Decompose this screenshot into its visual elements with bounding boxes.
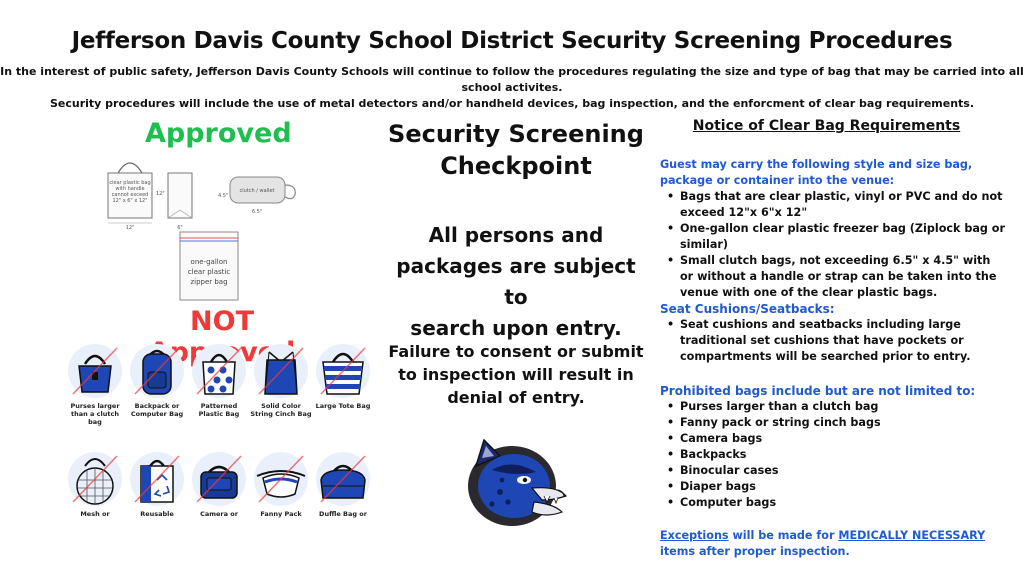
allowed-item: • Bags that are clear plastic, vinyl or PVC and do not exceed 12"x 6"x 12" [660, 189, 1005, 221]
tote-label: Large Tote Bag [315, 402, 371, 410]
prohibited-list [660, 399, 1005, 511]
purse-icon [65, 342, 125, 400]
prohibited-section [660, 383, 1005, 511]
prohibited-item: • Purses larger than a clutch bag [660, 399, 1005, 415]
not-approved-item-fanny [250, 450, 312, 540]
exceptions-note [660, 528, 1005, 560]
clutch-label: clutch / wallet [239, 188, 275, 194]
clear-bag-label-4: 12" x 6" x 12" [112, 198, 148, 204]
duffle-label: Duffle Bag or [319, 510, 367, 518]
intro-line-2: Security procedures will include the use of metal detectors and/or handheld devices, bag inspection, and the enforcment of clear bag requirements. [49, 97, 975, 110]
backpack-label: Backpack or Computer Bag [130, 402, 184, 418]
not-approved-item-reusable [126, 450, 188, 540]
checkpoint-title [388, 118, 644, 182]
checkpoint-title-line-1: Security Screening [388, 120, 644, 148]
clear-bag-label-3: cannot exceed [111, 192, 149, 198]
clutch-width-label: 6.5" [251, 209, 263, 215]
not-approved-item-tote [312, 342, 374, 432]
reusable-bag-icon [127, 450, 187, 508]
notice-heading: Notice of Clear Bag Requirements [692, 118, 961, 134]
not-approved-item-duffle [312, 450, 374, 540]
failure-notice [388, 340, 644, 409]
patterned-label: Patterned Plastic Bag [198, 402, 240, 418]
not-approved-item-mesh [64, 450, 126, 540]
prohibited-heading: Prohibited bags include but are not limited to: [660, 384, 976, 398]
search-notice [388, 220, 644, 344]
search-notice-line-1: All persons and [428, 223, 604, 247]
not-approved-item-camera [188, 450, 250, 540]
seat-item: • Seat cushions and seatbacks including large traditional set cushions that have pockets or compartments will be searched prior to entry. [660, 317, 1005, 365]
cinch-label: Solid Color String Cinch Bag [250, 402, 312, 418]
not-approved-item-purse [64, 342, 126, 432]
purse-label: Purses larger than a clutch bag [70, 402, 120, 426]
exceptions-mid: will be made for [728, 529, 839, 542]
zip-label-1: one-gallon [190, 258, 228, 266]
checkpoint-title-line-2: Checkpoint [440, 152, 592, 180]
prohibited-item: • Backpacks [660, 447, 1005, 463]
intro-line-1: In the interest of public safety, Jefferson Davis County Schools will continue to follow the procedures regulating the size and type of bag that may be carried into all school activites. [0, 65, 1024, 94]
clutch-height-label: 4.5" [218, 193, 229, 199]
prohibited-item: • Diaper bags [660, 479, 1005, 495]
not-approved-grid [64, 342, 374, 532]
reusable-label: Reusable [140, 510, 174, 518]
dim-depth-label: 6" [177, 225, 183, 230]
not-approved-heading: NOT [190, 306, 254, 337]
seat-heading: Seat Cushions/Seatbacks: [660, 302, 835, 316]
approved-heading: Approved [145, 118, 292, 149]
prohibited-item: • Camera bags [660, 431, 1005, 447]
seat-section [660, 301, 1005, 365]
not-approved-item-backpack [126, 342, 188, 432]
prohibited-item: • Binocular cases [660, 463, 1005, 479]
camera-label: Camera or [200, 510, 238, 518]
backpack-icon [127, 342, 187, 400]
fanny-pack-icon [251, 450, 311, 508]
cinch-bag-icon [251, 342, 311, 400]
dim-height-label: 12" [156, 191, 165, 197]
exceptions-word: Exceptions [660, 529, 729, 542]
prohibited-item: • Computer bags [660, 495, 1005, 511]
allowed-list [660, 189, 1005, 301]
allowed-item: • Small clutch bags, not exceeding 6.5" x 4.5" with or without a handle or strap can be taken into the venue with one of the clear plastic bags. [660, 253, 1005, 301]
intro-text [0, 64, 1024, 112]
seat-list [660, 317, 1005, 365]
not-approved-item-cinch [250, 342, 312, 432]
search-notice-line-2: packages are subject to [396, 254, 636, 309]
zipper-bag-diagram [178, 230, 240, 302]
duffle-bag-icon [313, 450, 373, 508]
exceptions-caps: MEDICALLY NECESSARY [838, 529, 986, 542]
failure-notice-line-3: denial of entry. [447, 388, 585, 407]
camera-bag-icon [189, 450, 249, 508]
jaguar-mascot-icon [462, 430, 572, 530]
exceptions-end: items after proper inspection. [660, 545, 850, 558]
clear-bag-label-2: with handle [115, 186, 145, 192]
patterned-bag-icon [189, 342, 249, 400]
tote-bag-icon [313, 342, 373, 400]
mesh-bag-icon [65, 450, 125, 508]
clear-bag-label-1: clear plastic bag [109, 180, 151, 186]
failure-notice-line-2: to inspection will result in [398, 365, 634, 384]
prohibited-item: • Fanny pack or string cinch bags [660, 415, 1005, 431]
dim-width-label: 12" [125, 225, 135, 230]
zip-label-3: zipper bag [190, 278, 228, 286]
mesh-label: Mesh or [80, 510, 110, 518]
allowed-item: • One-gallon clear plastic freezer bag (Ziplock bag or similar) [660, 221, 1005, 253]
fanny-label: Fanny Pack [260, 510, 302, 518]
approved-bag-diagram [100, 155, 300, 230]
zip-label-2: clear plastic [187, 268, 231, 276]
not-approved-item-patterned [188, 342, 250, 432]
page-title: Jefferson Davis County School District Security Screening Procedures [71, 28, 953, 54]
allowed-section [660, 157, 1005, 301]
failure-notice-line-1: Failure to consent or submit [388, 342, 644, 361]
search-notice-line-3: search upon entry. [410, 316, 622, 340]
guest-intro: Guest may carry the following style and size bag, package or container into the venue: [660, 158, 973, 187]
